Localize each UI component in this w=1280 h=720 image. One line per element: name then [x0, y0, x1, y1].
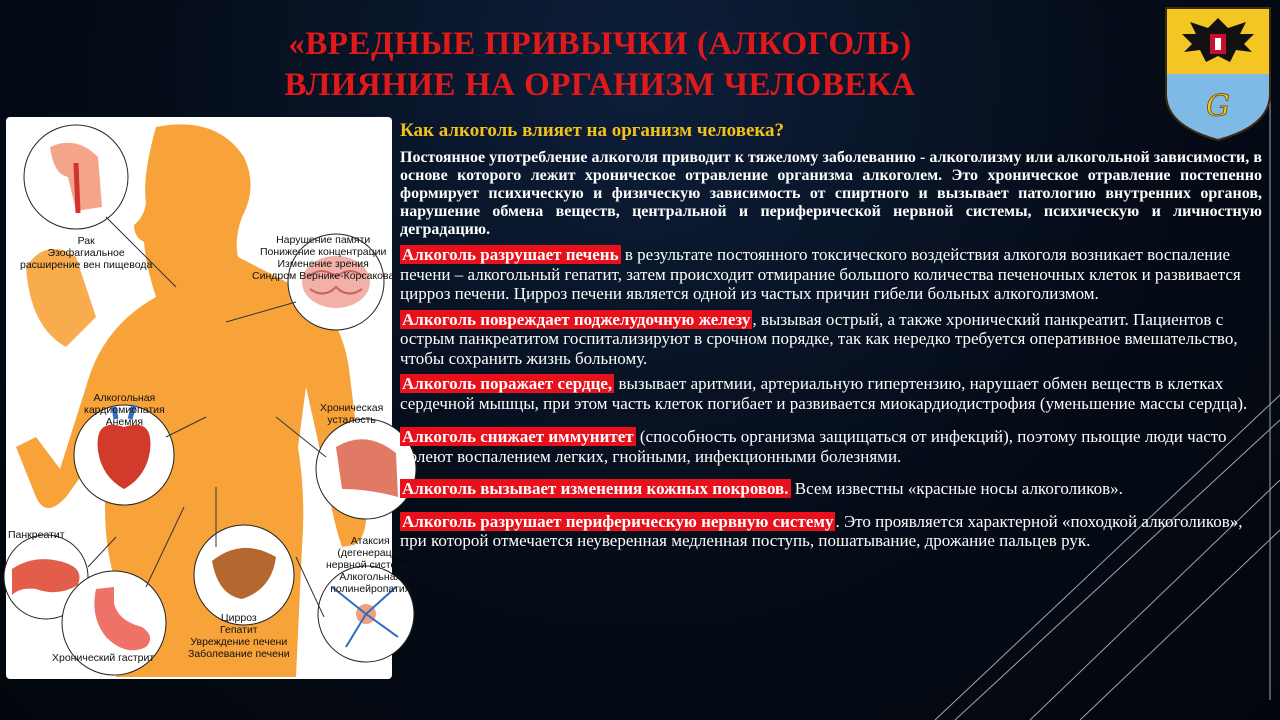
- title-line-2: ВЛИЯНИЕ НА ОРГАНИЗМ ЧЕЛОВЕКА: [284, 67, 916, 103]
- label-memory: Нарушение памяти Понижение концентрации Изменение зрения Синдром Вернике-Корсакова: [252, 234, 395, 282]
- title-line-1: «ВРЕДНЫЕ ПРИВЫЧКИ (АЛКОГОЛЬ): [288, 26, 912, 62]
- svg-text:G: G: [1206, 89, 1230, 124]
- question-heading: Как алкоголь влияет на организм человека?: [400, 120, 785, 141]
- label-ataxia: Атаксия (дегенерация нервной системы) Алкогольная полинейропатия: [326, 535, 415, 595]
- body-organs-illustration: [6, 117, 415, 679]
- highlight-liver: Алкоголь разрушает печень: [402, 245, 619, 264]
- label-heart: Алкогольная кардиомиопатия Анемия: [84, 392, 165, 428]
- label-liver: Цирроз Гепатит Увреждение печени Заболевание печени: [188, 612, 290, 660]
- highlight-pancreas: Алкоголь повреждает поджелудочную железу: [402, 309, 751, 329]
- label-cancer: Рак Эзофагиальное расширение вен пищевода: [20, 235, 153, 271]
- intro-paragraph: Постоянное употребление алкоголя приводит к тяжелому заболеванию - алкоголизму или алкогольной зависимости, в основе которого лежит хроническое отравление организма алкоголем. Это хроническое отравление постепенно формирует психическую и физическую зависимость от спиртного и вызывает патологию внутренних органов, нарушение обмена веществ, центральной и периферической нервной системы, психическую и личностную деградацию.: [400, 149, 1262, 238]
- text-nerves: . Это проявляется характерной «походкой алкоголиков», при которой отмечается неуверенная медленная поступь, пошатывание, дрожание пальцев рук.: [400, 511, 1243, 550]
- label-stomach: Хронический гастрит: [52, 652, 155, 664]
- highlight-nerves: Алкоголь разрушает периферическую нервную систему: [402, 511, 834, 531]
- text-skin: Всем известны «красные носы алкоголиков».: [790, 479, 1123, 498]
- paragraph-nerves: [400, 512, 1262, 551]
- text-immunity: (способность организма защищаться от инфекций), поэтому пьющие люди часто болеют воспалением легких, гнойными, инфекционными болезнями.: [400, 427, 1227, 466]
- paragraph-skin: [400, 479, 1262, 499]
- page-title: [200, 24, 1000, 106]
- highlight-heart: Алкоголь поражает сердце,: [402, 374, 613, 393]
- text-liver: в результате постоянного токсического воздействия алкоголя возникает воспаление печени – алкогольный гепатит, затем происходит отмирание большого количества печеночных клеток и развивается цирроз печени. Цирроз печени является одной из частых причин гибели больных алкоголизмом.: [400, 245, 1241, 303]
- text-heart: вызывает аритмии, артериальную гипертензию, нарушает обмен веществ в клетках сердечной мышцы, при этом часть клеток погибает и развивается миокардиодистрофия (уменьшение массы сердца).: [400, 374, 1248, 413]
- highlight-skin: Алкоголь вызывает изменения кожных покровов.: [402, 479, 789, 498]
- label-fatigue: Хроническая усталость: [320, 402, 384, 426]
- highlight-immunity: Алкоголь снижает иммунитет: [402, 427, 634, 446]
- text-pancreas: , вызывая острый, а также хронический панкреатит. Пациентов с острым панкреатитом госпитализируют в срочном порядке, так как нередко требуется оперативное вмешательство, чтобы сохранить жизнь больному.: [400, 309, 1238, 368]
- label-pancreas: Панкреатит: [8, 529, 65, 541]
- paragraph-immunity: [400, 427, 1262, 466]
- paragraph-liver: [400, 245, 1262, 304]
- paragraph-pancreas: [400, 310, 1262, 369]
- content-text: [400, 120, 1262, 551]
- paragraph-heart: [400, 374, 1262, 413]
